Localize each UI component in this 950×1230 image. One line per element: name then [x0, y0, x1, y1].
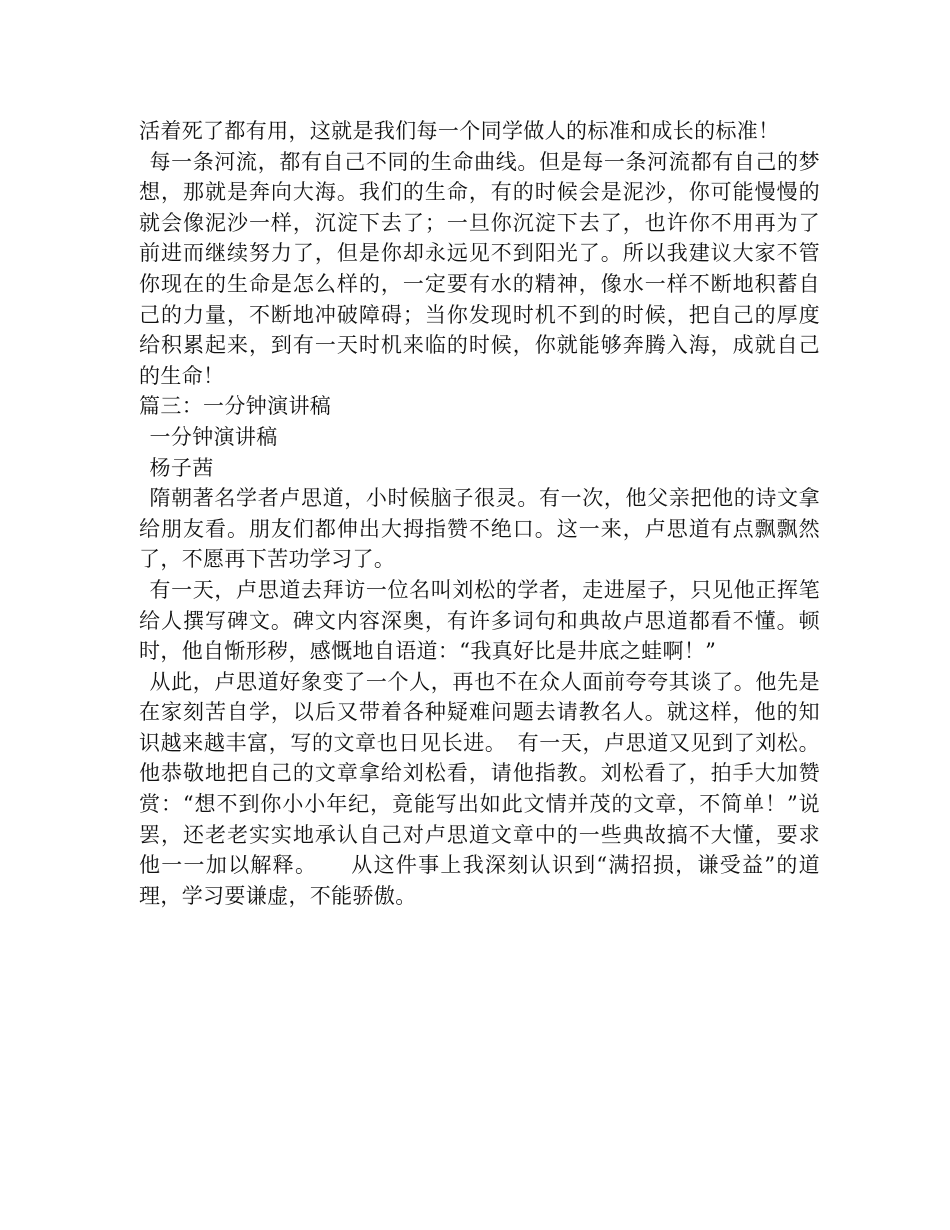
- section-heading: 篇三：一分钟演讲稿: [139, 394, 332, 419]
- paragraph-story-conclusion: 从此，卢思道好象变了一个人，再也不在众人面前夸夸其谈了。他先是在家刻苦自学，以后又带着各种疑难问题去请教名人。就这样，他的知识越来越丰富，写的文章也日见长进。 有一天，卢思道又见到了刘松。他恭敬地把自己的文章拿给刘松看，请他指教。刘松看了，拍手大加赞赏：“想不到你小小年纪，竟能写出如此文情并茂的文章，不简单！”说罢，还老老实实地承认自己对卢思道文章中的一些典故搞不大懂，要求他一一加以解释。 从这件事上我深刻认识到“满招损，谦受益”的道理，学习要谦虚，不能骄傲。: [139, 669, 820, 908]
- speech-title: 一分钟演讲稿: [149, 424, 278, 449]
- paragraph-closing-line: 活着死了都有用，这就是我们每一个同学做人的标准和成长的标准！: [139, 119, 780, 143]
- paragraph-story-intro: 隋朝著名学者卢思道，小时候脑子很灵。有一次，他父亲把他的诗文拿给朋友看。朋友们都伸出大拇指赞不绝口。这一来，卢思道有点飘飘然了，不愿再下苦功学习了。: [139, 486, 820, 572]
- paragraph-story-visit: 有一天，卢思道去拜访一位名叫刘松的学者，走进屋子，只见他正挥笔给人撰写碑文。碑文内容深奥，有许多词句和典故卢思道都看不懂。顿时，他自惭形秽，感慨地自语道：“我真好比是井底之蛙啊！”: [139, 577, 820, 664]
- author-name: 杨子茜: [149, 455, 214, 480]
- paragraph-river-metaphor: 每一条河流，都有自己不同的生命曲线。但是每一条河流都有自己的梦想，那就是奔向大海。我们的生命，有的时候会是泥沙，你可能慢慢的就会像泥沙一样，沉淀下去了；一旦你沉淀下去了，也许你不用再为了前进而继续努力了，但是你却永远见不到阳光了。所以我建议大家不管你现在的生命是怎么样的，一定要有水的精神，像水一样不断地积蓄自己的力量，不断地冲破障碍；当你发现时机不到的时候，把自己的厚度给积累起来，到有一天时机来临的时候，你就能够奔腾入海，成就自己的生命！: [139, 149, 820, 388]
- document-body: [139, 116, 820, 911]
